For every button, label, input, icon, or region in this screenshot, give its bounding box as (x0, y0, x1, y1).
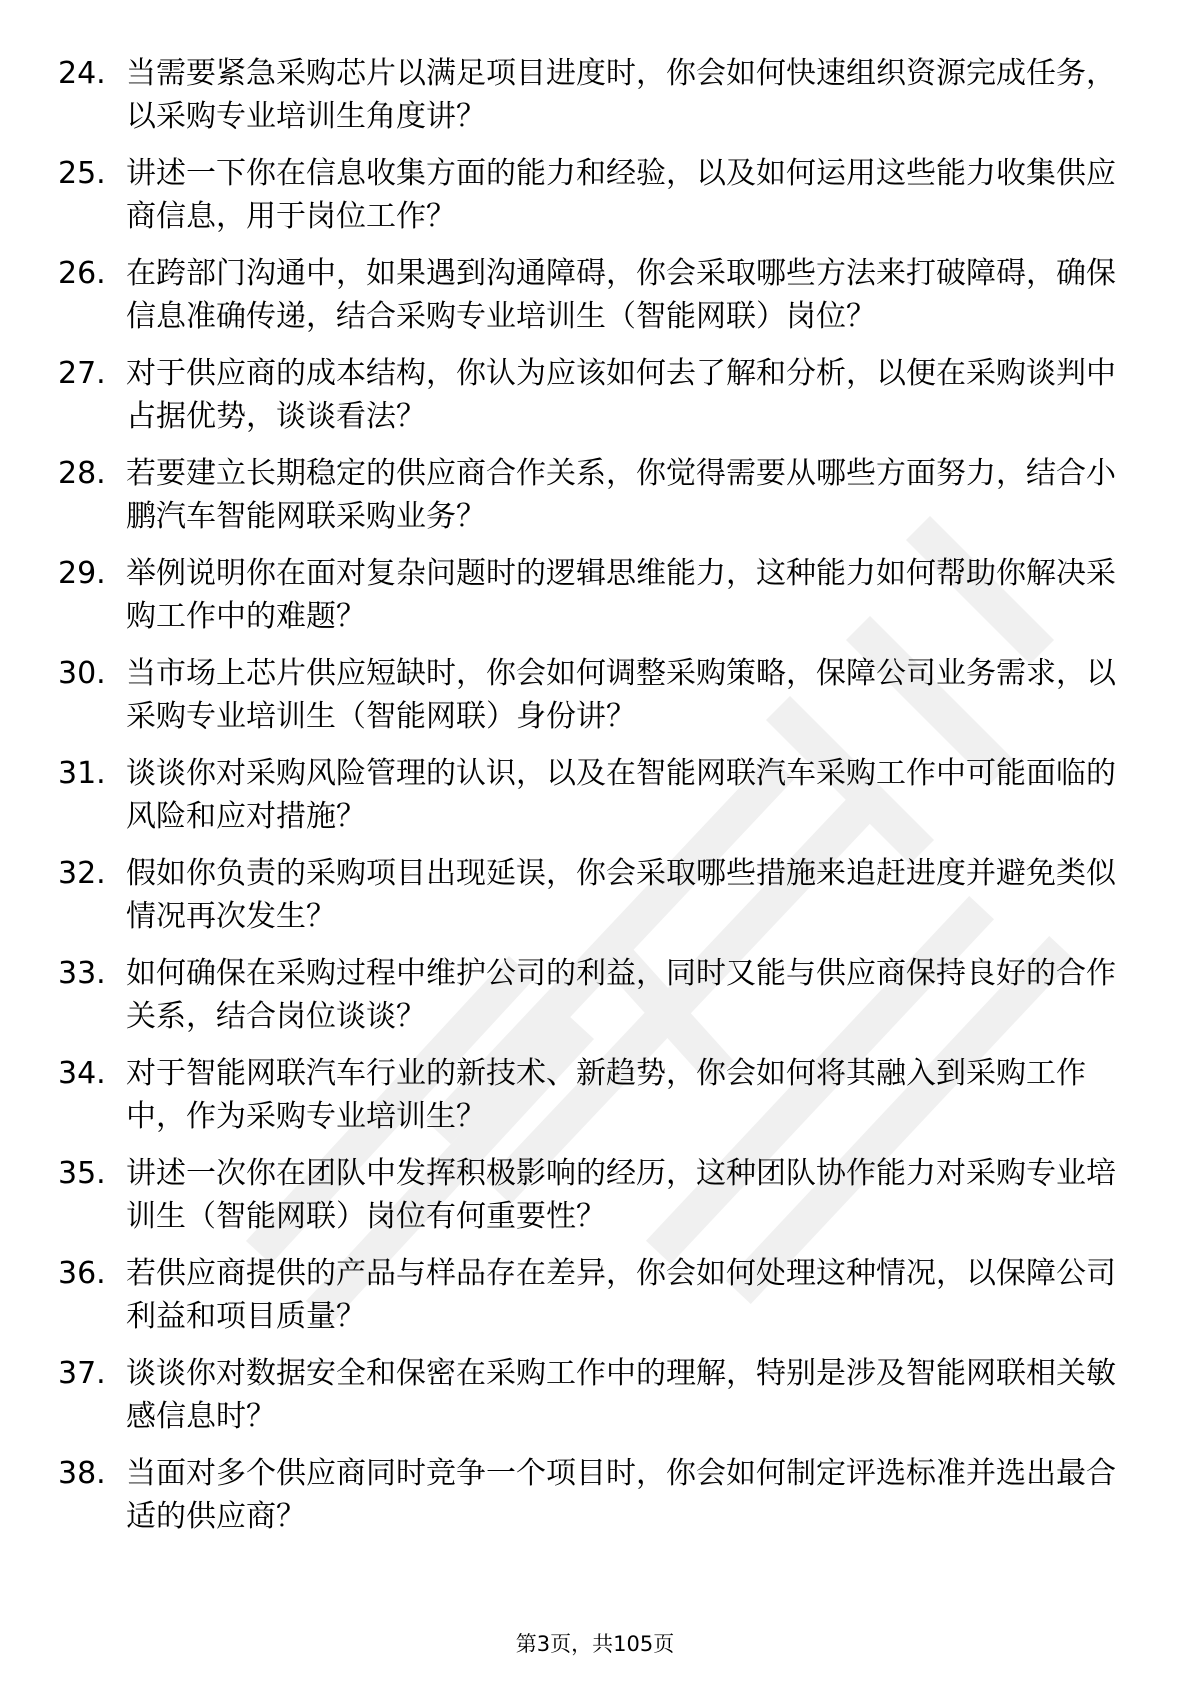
question-number: 24. (58, 56, 106, 91)
question-text: 当需要紧急采购芯片以满足项目进度时，你会如何快速组织资源完成任务，以采购专业培训生角度讲？ (126, 56, 1116, 134)
question-item (58, 552, 1118, 638)
question-item (58, 452, 1118, 538)
question-number: 28. (58, 456, 106, 491)
question-text: 谈谈你对数据安全和保密在采购工作中的理解，特别是涉及智能网联相关敏感信息时？ (126, 1356, 1116, 1434)
question-text: 在跨部门沟通中，如果遇到沟通障碍，你会采取哪些方法来打破障碍，确保信息准确传递，结合采购专业培训生（智能网联）岗位？ (126, 256, 1116, 334)
question-item (58, 1152, 1118, 1238)
question-item (58, 252, 1118, 338)
question-number: 33. (58, 956, 106, 991)
question-list (58, 52, 1118, 1552)
question-item (58, 52, 1118, 138)
question-number: 32. (58, 856, 106, 891)
question-text: 谈谈你对采购风险管理的认识，以及在智能网联汽车采购工作中可能面临的风险和应对措施？ (126, 756, 1116, 834)
page-number-label: 第3页，共105页 (515, 1632, 675, 1656)
question-text: 若供应商提供的产品与样品存在差异，你会如何处理这种情况，以保障公司利益和项目质量？ (126, 1256, 1116, 1334)
question-text: 如何确保在采购过程中维护公司的利益，同时又能与供应商保持良好的合作关系，结合岗位谈谈？ (126, 956, 1116, 1034)
question-item (58, 352, 1118, 438)
question-item (58, 1052, 1118, 1138)
question-item (58, 152, 1118, 238)
question-number: 38. (58, 1456, 106, 1491)
question-number: 29. (58, 556, 106, 591)
question-number: 27. (58, 356, 106, 391)
question-text: 对于智能网联汽车行业的新技术、新趋势，你会如何将其融入到采购工作中，作为采购专业培训生？ (126, 1056, 1086, 1134)
question-text: 对于供应商的成本结构，你认为应该如何去了解和分析，以便在采购谈判中占据优势，谈谈看法？ (126, 356, 1116, 434)
question-item (58, 1252, 1118, 1338)
question-text: 当面对多个供应商同时竞争一个项目时，你会如何制定评选标准并选出最合适的供应商？ (126, 1456, 1116, 1534)
question-item (58, 952, 1118, 1038)
question-item (58, 1452, 1118, 1538)
question-number: 26. (58, 256, 106, 291)
question-number: 31. (58, 756, 106, 791)
question-item (58, 1352, 1118, 1438)
question-number: 37. (58, 1356, 106, 1391)
question-text: 举例说明你在面对复杂问题时的逻辑思维能力，这种能力如何帮助你解决采购工作中的难题？ (126, 556, 1116, 634)
question-number: 35. (58, 1156, 106, 1191)
question-text: 若要建立长期稳定的供应商合作关系，你觉得需要从哪些方面努力，结合小鹏汽车智能网联采购业务？ (126, 456, 1116, 534)
question-text: 假如你负责的采购项目出现延误，你会采取哪些措施来追赶进度并避免类似情况再次发生？ (126, 856, 1116, 934)
question-number: 25. (58, 156, 106, 191)
question-text: 讲述一次你在团队中发挥积极影响的经历，这种团队协作能力对采购专业培训生（智能网联）岗位有何重要性？ (126, 1156, 1116, 1234)
question-text: 讲述一下你在信息收集方面的能力和经验，以及如何运用这些能力收集供应商信息，用于岗位工作？ (126, 156, 1116, 234)
question-text: 当市场上芯片供应短缺时，你会如何调整采购策略，保障公司业务需求，以采购专业培训生（智能网联）身份讲？ (126, 656, 1116, 734)
question-number: 34. (58, 1056, 106, 1091)
question-number: 36. (58, 1256, 106, 1291)
question-item (58, 752, 1118, 838)
question-item (58, 852, 1118, 938)
question-item (58, 652, 1118, 738)
page-footer (0, 1630, 1190, 1658)
question-number: 30. (58, 656, 106, 691)
